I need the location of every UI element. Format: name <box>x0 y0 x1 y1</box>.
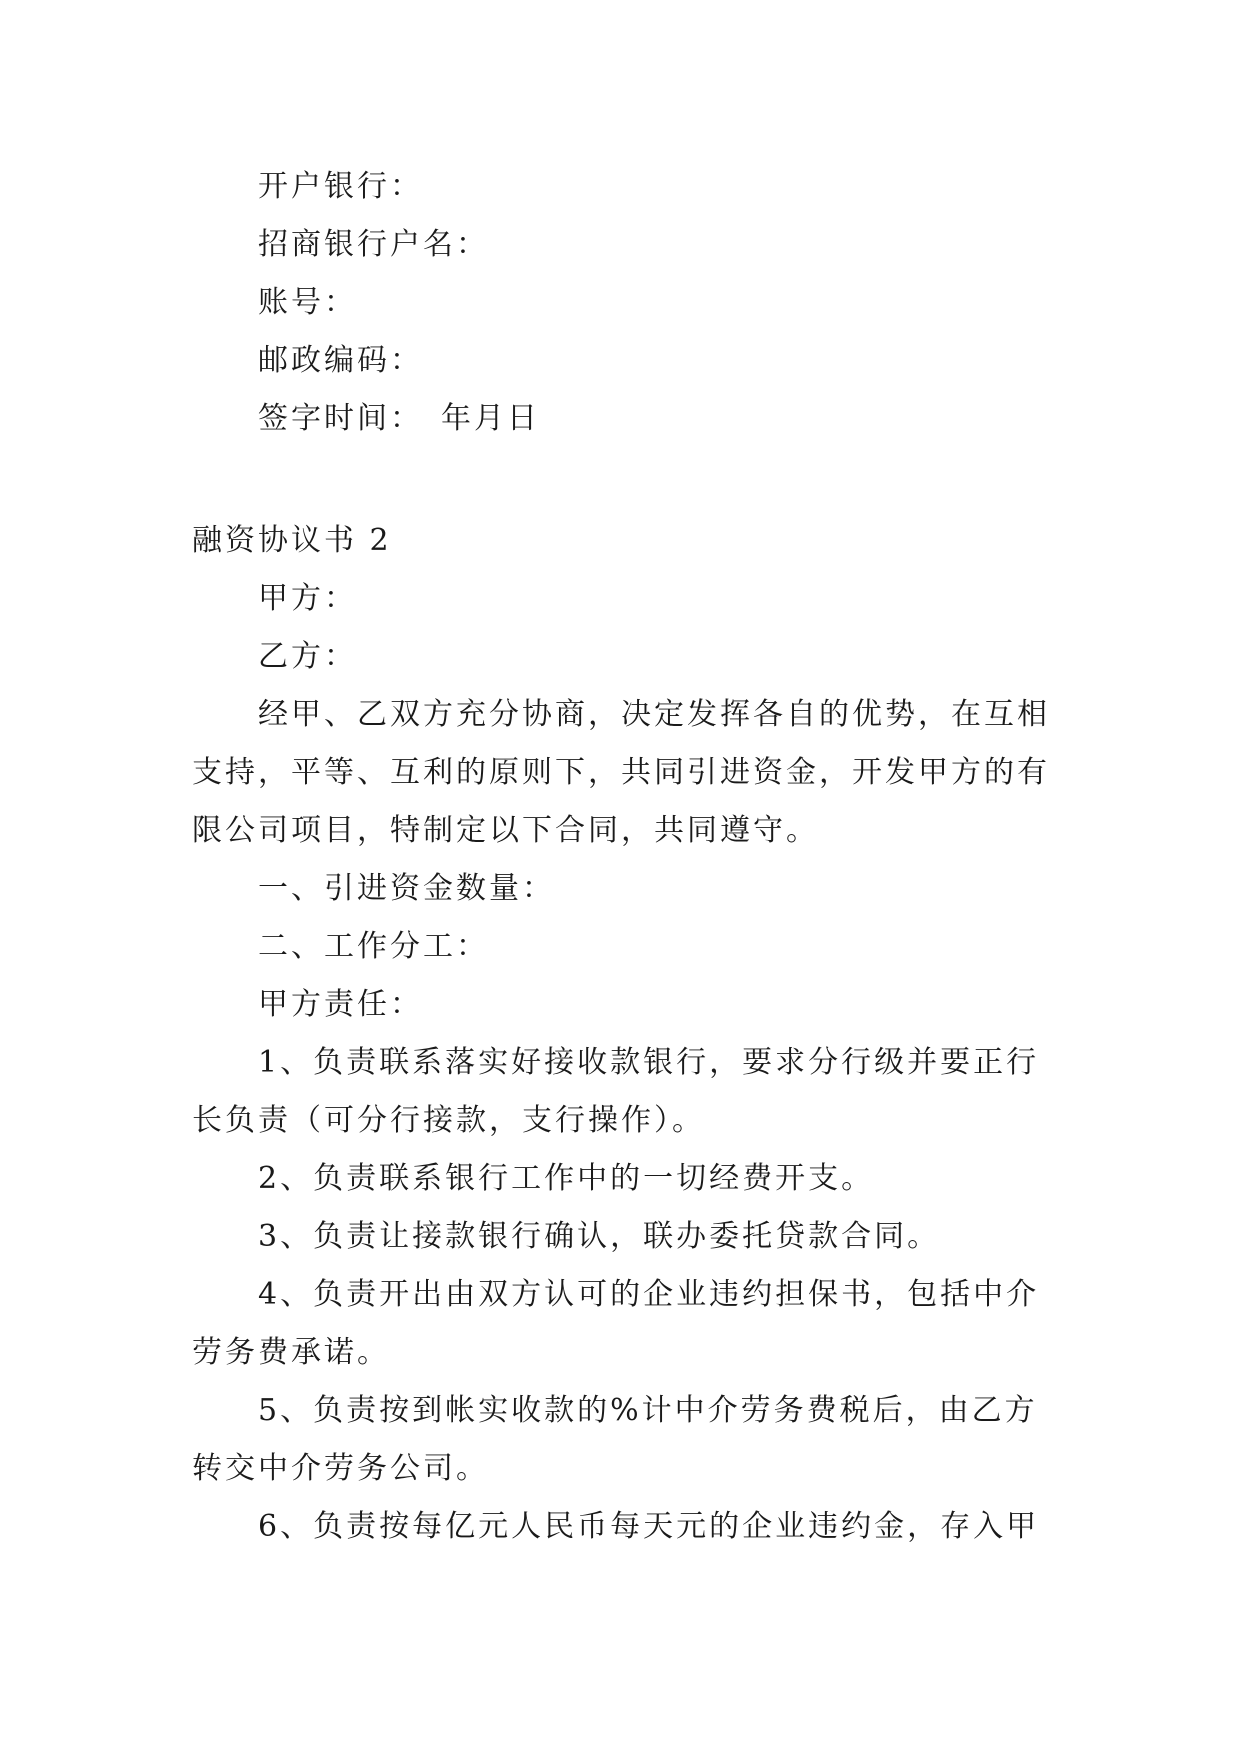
field-bank: 开户银行： <box>258 169 423 204</box>
clause-division-of-work: 二、工作分工： <box>258 929 489 964</box>
field-account-name: 招商银行户名： <box>258 227 489 262</box>
party-b-line: 乙方： <box>258 639 357 674</box>
responsibility-item-5: 5、负责按到帐实收款的%计中介劳务费税后，由乙方转交中介劳务公司。 <box>192 1393 1038 1486</box>
responsibility-item-4: 4、负责开出由双方认可的企业违约担保书，包括中介劳务费承诺。 <box>192 1277 1040 1370</box>
party-a-line: 甲方： <box>258 581 357 616</box>
responsibility-item-1: 1、负责联系落实好接收款银行，要求分行级并要正行长负责（可分行接款，支行操作）。 <box>192 1045 1040 1138</box>
intro-paragraph: 经甲、乙双方充分协商，决定发挥各自的优势，在互相支持，平等、互利的原则下，共同引进资金，开发甲方的有限公司项目，特制定以下合同，共同遵守。 <box>192 697 1050 848</box>
field-sign-date: 签字时间： 年月日 <box>258 401 540 436</box>
field-postcode: 邮政编码： <box>258 343 423 378</box>
responsibility-item-6: 6、负责按每亿元人民币每天元的企业违约金，存入甲 <box>258 1509 1040 1544</box>
top-fields <box>192 158 1052 448</box>
party-a-responsibilities-heading: 甲方责任： <box>258 987 423 1022</box>
field-account-number: 账号： <box>258 285 357 320</box>
clause-funding-amount: 一、引进资金数量： <box>258 871 555 906</box>
section-2 <box>192 512 1052 1556</box>
responsibility-item-3: 3、负责让接款银行确认，联办委托贷款合同。 <box>258 1219 941 1254</box>
section-title: 融资协议书 2 <box>192 523 392 558</box>
responsibility-item-2: 2、负责联系银行工作中的一切经费开支。 <box>258 1161 875 1196</box>
